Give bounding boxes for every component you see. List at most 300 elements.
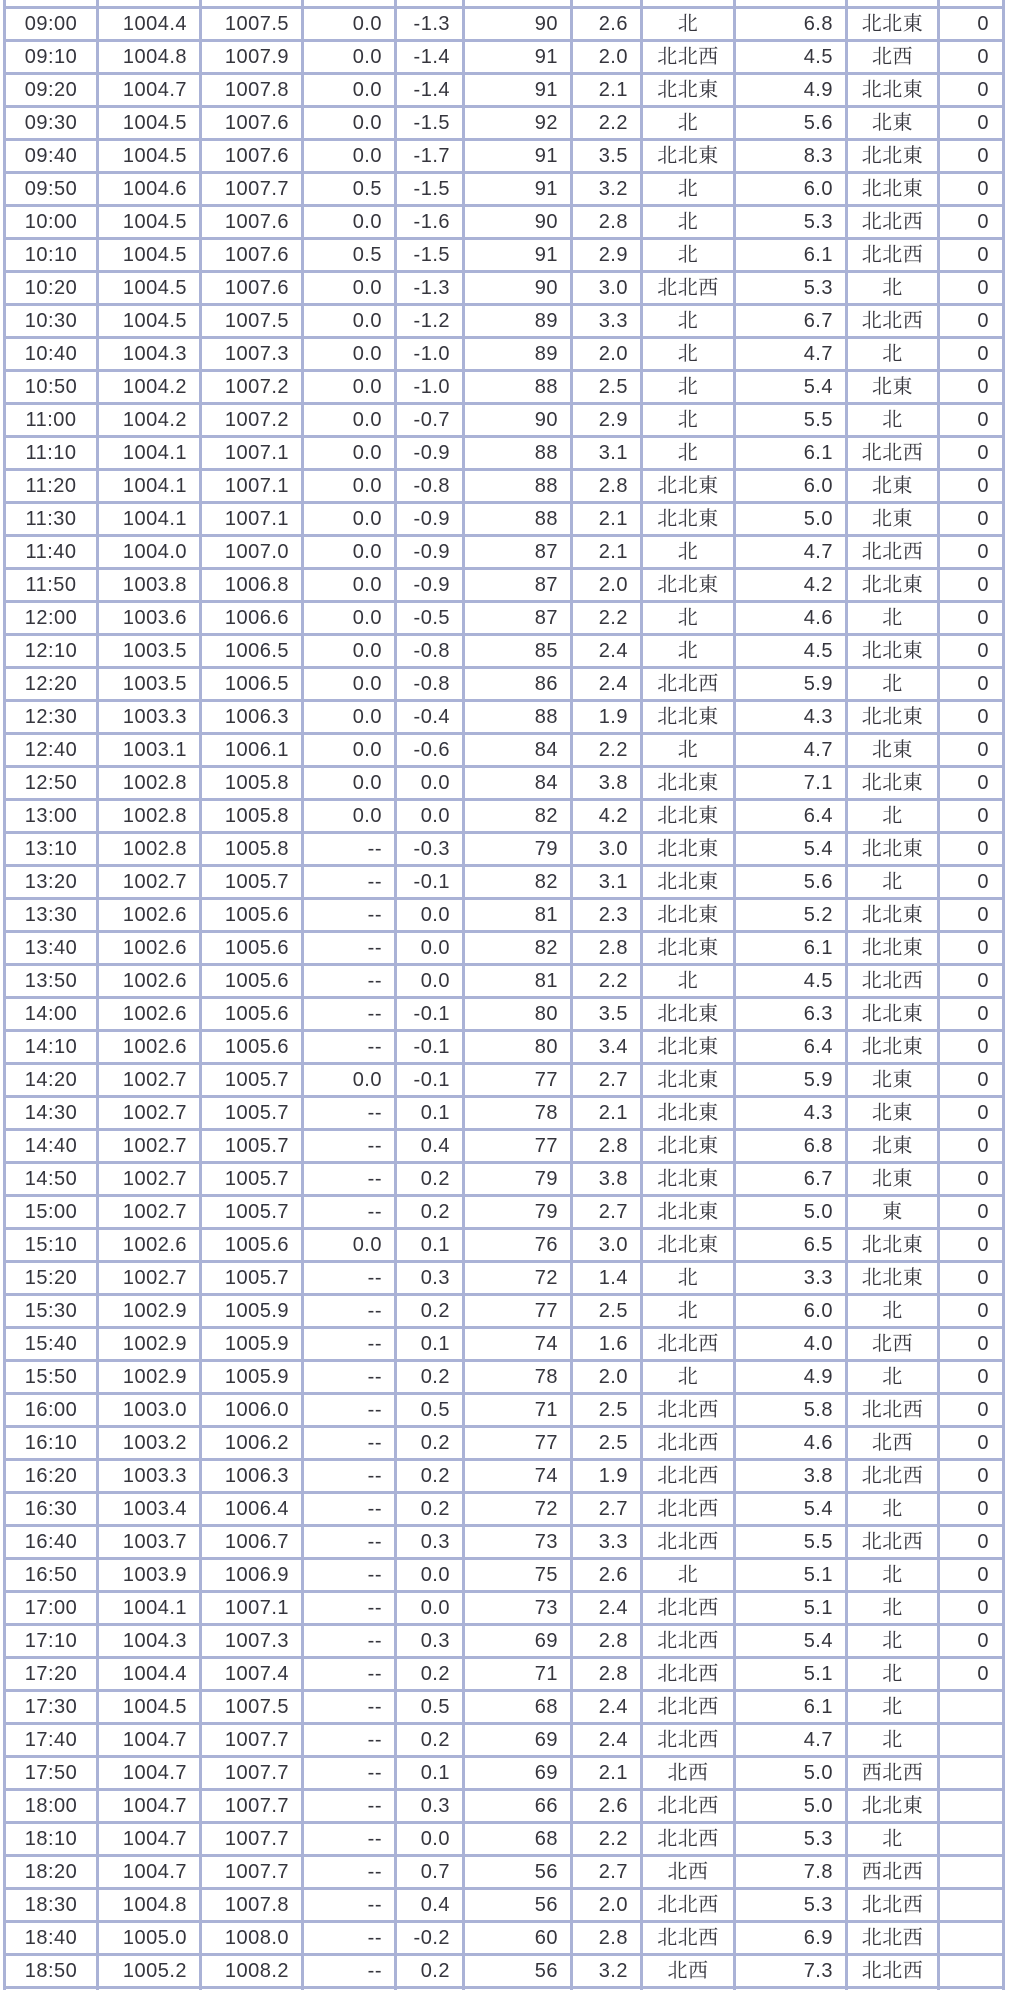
table-row [6, 933, 1002, 963]
table-cell: 1002.6 [99, 933, 199, 963]
table-cell: -0.9 [397, 570, 462, 600]
table-row [6, 1725, 1002, 1755]
table-cell: 16:10 [6, 1428, 96, 1458]
table-cell: 3.5 [573, 141, 640, 171]
table-cell [848, 0, 937, 6]
table-cell: 1007.0 [202, 537, 301, 567]
table-cell: 1.4 [573, 1263, 640, 1293]
table-cell: 11:20 [6, 471, 96, 501]
table-cell: 2.1 [573, 1758, 640, 1788]
table-cell: 13:50 [6, 966, 96, 996]
table-cell: -- [304, 1395, 394, 1425]
table-cell: 0.0 [304, 471, 394, 501]
table-cell: 東 [848, 1197, 937, 1227]
table-cell: 0.0 [397, 966, 462, 996]
table-cell: 1006.2 [202, 1428, 301, 1458]
table-row [6, 1428, 1002, 1458]
table-cell: 北北西 [643, 1428, 733, 1458]
table-cell: 09:00 [6, 9, 96, 39]
table-cell: 69 [465, 1758, 570, 1788]
table-cell: 5.3 [736, 1824, 845, 1854]
table-cell: 72 [465, 1494, 570, 1524]
table-cell: 0.3 [397, 1263, 462, 1293]
table-cell: 18:10 [6, 1824, 96, 1854]
table-cell: 北北西 [643, 1659, 733, 1689]
table-row [6, 207, 1002, 237]
table-cell: 2.6 [573, 1791, 640, 1821]
table-cell: 7.8 [736, 1857, 845, 1887]
table-row [6, 1131, 1002, 1161]
table-cell: 北 [643, 1263, 733, 1293]
table-cell [940, 1890, 1002, 1920]
table-cell: 北 [848, 405, 937, 435]
table-cell: -- [304, 933, 394, 963]
table-cell: 0 [940, 999, 1002, 1029]
table-cell: 17:40 [6, 1725, 96, 1755]
table-cell: 1002.9 [99, 1296, 199, 1326]
table-cell: 0.2 [397, 1956, 462, 1986]
table-cell: 0 [940, 768, 1002, 798]
table-cell: 1008.0 [202, 1923, 301, 1953]
table-cell: 71 [465, 1659, 570, 1689]
table-cell: 北北西 [848, 537, 937, 567]
table-cell: 1003.4 [99, 1494, 199, 1524]
table-cell: 0 [940, 801, 1002, 831]
table-cell: 12:40 [6, 735, 96, 765]
table-cell [940, 1791, 1002, 1821]
table-cell: 5.5 [736, 1527, 845, 1557]
table-row [6, 636, 1002, 666]
table-cell: 80 [465, 999, 570, 1029]
table-row [6, 108, 1002, 138]
table-cell: 17:20 [6, 1659, 96, 1689]
table-cell: 15:50 [6, 1362, 96, 1392]
table-cell: 1005.6 [202, 933, 301, 963]
table-cell: 北 [848, 1824, 937, 1854]
table-cell: 1007.6 [202, 108, 301, 138]
table-row [6, 438, 1002, 468]
table-cell [643, 0, 733, 6]
table-cell: 1005.7 [202, 1098, 301, 1128]
table-cell: 56 [465, 1956, 570, 1986]
table-cell: 11:00 [6, 405, 96, 435]
table-cell: 84 [465, 768, 570, 798]
table-cell: 2.0 [573, 1890, 640, 1920]
table-cell: 1005.6 [202, 900, 301, 930]
table-row [6, 999, 1002, 1029]
table-row [6, 1098, 1002, 1128]
table-cell: 北北東 [848, 636, 937, 666]
table-cell: 75 [465, 1560, 570, 1590]
table-cell: 10:50 [6, 372, 96, 402]
table-cell: 1002.7 [99, 867, 199, 897]
table-cell: 1007.7 [202, 1857, 301, 1887]
table-cell: 2.0 [573, 1362, 640, 1392]
table-cell: 10:10 [6, 240, 96, 270]
table-cell: 6.0 [736, 1296, 845, 1326]
table-cell: 0.2 [397, 1659, 462, 1689]
table-cell: 0.0 [304, 207, 394, 237]
table-cell: 北北東 [643, 801, 733, 831]
table-cell: 1004.8 [99, 42, 199, 72]
table-cell: 北西 [848, 42, 937, 72]
table-row [6, 9, 1002, 39]
table-cell: 15:20 [6, 1263, 96, 1293]
table-cell: 1007.1 [202, 438, 301, 468]
table-row [6, 1824, 1002, 1854]
table-cell: 0 [940, 570, 1002, 600]
table-cell: 北西 [643, 1758, 733, 1788]
table-cell: 6.8 [736, 9, 845, 39]
table-cell: 1005.6 [202, 1230, 301, 1260]
table-cell: 0.0 [304, 702, 394, 732]
table-cell: 18:30 [6, 1890, 96, 1920]
table-cell: 68 [465, 1824, 570, 1854]
table-cell: -- [304, 1593, 394, 1623]
table-cell: 北東 [848, 1098, 937, 1128]
table-cell: 2.8 [573, 471, 640, 501]
table-cell: 2.8 [573, 207, 640, 237]
table-cell [99, 0, 199, 6]
table-cell: 北北西 [848, 240, 937, 270]
table-cell: 2.8 [573, 933, 640, 963]
table-cell [736, 0, 845, 6]
table-cell: 18:40 [6, 1923, 96, 1953]
table-cell: 15:30 [6, 1296, 96, 1326]
table-cell: 0.1 [397, 1230, 462, 1260]
table-cell: 北北西 [643, 1527, 733, 1557]
table-row [6, 42, 1002, 72]
table-row [6, 1890, 1002, 1920]
table-cell: 1004.3 [99, 1626, 199, 1656]
table-cell: 14:40 [6, 1131, 96, 1161]
table-cell: 0 [940, 1395, 1002, 1425]
table-cell: 79 [465, 1164, 570, 1194]
table-row [6, 537, 1002, 567]
table-cell: 18:20 [6, 1857, 96, 1887]
table-cell: 北北東 [848, 900, 937, 930]
table-cell: 91 [465, 141, 570, 171]
table-cell: 1003.5 [99, 636, 199, 666]
table-cell: 北西 [848, 1428, 937, 1458]
table-cell [940, 1824, 1002, 1854]
table-cell: 北北西 [643, 1725, 733, 1755]
table-cell: 71 [465, 1395, 570, 1425]
table-cell: 79 [465, 1197, 570, 1227]
table-cell: 1007.7 [202, 1725, 301, 1755]
table-cell: 1007.7 [202, 1758, 301, 1788]
table-cell: 5.3 [736, 1890, 845, 1920]
table-cell: 北北東 [643, 1098, 733, 1128]
table-cell: 68 [465, 1692, 570, 1722]
table-row [6, 1230, 1002, 1260]
table-cell: 2.7 [573, 1065, 640, 1095]
table-cell: 1004.1 [99, 471, 199, 501]
table-cell: 0.0 [304, 636, 394, 666]
table-cell: -0.2 [397, 1923, 462, 1953]
table-cell: 2.8 [573, 1626, 640, 1656]
table-row [6, 1461, 1002, 1491]
table-cell: 0 [940, 108, 1002, 138]
table-cell: 2.5 [573, 1395, 640, 1425]
table-cell: 1002.6 [99, 900, 199, 930]
table-cell: -0.1 [397, 999, 462, 1029]
table-cell: 0 [940, 669, 1002, 699]
table-row [6, 1032, 1002, 1062]
table-cell: 82 [465, 933, 570, 963]
table-cell: 0 [940, 438, 1002, 468]
table-cell: 1007.1 [202, 504, 301, 534]
table-row [6, 471, 1002, 501]
table-cell: 北 [848, 1659, 937, 1689]
table-cell: 10:40 [6, 339, 96, 369]
table-cell: 1002.6 [99, 1230, 199, 1260]
table-cell: 0 [940, 471, 1002, 501]
table-cell [202, 0, 301, 6]
table-cell: 北北西 [643, 1329, 733, 1359]
table-cell: 5.1 [736, 1593, 845, 1623]
table-cell: 0.0 [397, 768, 462, 798]
table-cell: 0.0 [397, 933, 462, 963]
table-cell: 北北東 [643, 1065, 733, 1095]
table-cell: 6.1 [736, 1692, 845, 1722]
table-cell: 1004.5 [99, 240, 199, 270]
table-cell: 1003.5 [99, 669, 199, 699]
table-cell: 0 [940, 1296, 1002, 1326]
table-cell: 北北東 [848, 768, 937, 798]
table-cell: 1002.7 [99, 1164, 199, 1194]
table-cell: 1007.8 [202, 1890, 301, 1920]
table-cell: 69 [465, 1626, 570, 1656]
table-cell: -- [304, 834, 394, 864]
table-cell: 1002.6 [99, 966, 199, 996]
table-row [6, 1395, 1002, 1425]
table-cell: 北東 [848, 1164, 937, 1194]
table-cell: 0.0 [304, 735, 394, 765]
table-cell: 3.8 [573, 1164, 640, 1194]
table-cell: 1006.7 [202, 1527, 301, 1557]
table-cell: 1005.9 [202, 1329, 301, 1359]
table-cell: 0 [940, 1362, 1002, 1392]
table-cell: 1005.7 [202, 1065, 301, 1095]
table-cell: 81 [465, 900, 570, 930]
table-row [6, 306, 1002, 336]
table-cell: 北 [848, 1725, 937, 1755]
table-cell: 3.8 [573, 768, 640, 798]
table-cell: -- [304, 966, 394, 996]
table-cell: 北北東 [643, 471, 733, 501]
table-cell: 北北東 [643, 702, 733, 732]
table-row [6, 1758, 1002, 1788]
table-cell: -- [304, 1461, 394, 1491]
table-cell: 1007.9 [202, 42, 301, 72]
table-cell: 0 [940, 207, 1002, 237]
table-row [6, 702, 1002, 732]
table-row [6, 1923, 1002, 1953]
table-cell: 1007.2 [202, 372, 301, 402]
table-cell: 0 [940, 273, 1002, 303]
table-cell: 1002.7 [99, 1263, 199, 1293]
table-cell: 北北東 [643, 1131, 733, 1161]
table-cell: 88 [465, 702, 570, 732]
table-cell: 09:40 [6, 141, 96, 171]
table-cell: 北 [848, 1494, 937, 1524]
table-cell: 10:30 [6, 306, 96, 336]
table-cell: 0 [940, 1593, 1002, 1623]
table-cell: 0 [940, 1527, 1002, 1557]
table-cell: 0 [940, 1626, 1002, 1656]
table-cell: 1002.9 [99, 1329, 199, 1359]
table-cell: 0.0 [304, 603, 394, 633]
table-cell: 1.9 [573, 702, 640, 732]
table-cell: 北 [643, 438, 733, 468]
table-cell: 2.7 [573, 1857, 640, 1887]
table-cell: 18:00 [6, 1791, 96, 1821]
table-cell: 4.2 [573, 801, 640, 831]
table-cell: 4.0 [736, 1329, 845, 1359]
table-cell: 88 [465, 504, 570, 534]
table-cell: 北 [643, 966, 733, 996]
table-cell: 1004.7 [99, 1758, 199, 1788]
table-cell: -- [304, 1296, 394, 1326]
table-cell: 0 [940, 1560, 1002, 1590]
table-cell: 北 [643, 603, 733, 633]
table-cell: 北北西 [643, 1791, 733, 1821]
table-cell: 2.2 [573, 108, 640, 138]
table-cell: -- [304, 1692, 394, 1722]
table-cell: 0.0 [304, 1065, 394, 1095]
table-cell: 北 [848, 1560, 937, 1590]
ten-minute-observation-table [3, 0, 1005, 1990]
table-row [6, 570, 1002, 600]
table-cell: 91 [465, 75, 570, 105]
table-cell: 89 [465, 306, 570, 336]
table-cell: 北北東 [643, 1164, 733, 1194]
table-row [6, 273, 1002, 303]
table-row [6, 834, 1002, 864]
table-cell: 0.5 [397, 1395, 462, 1425]
table-cell: 1007.7 [202, 1791, 301, 1821]
table-cell: -- [304, 1857, 394, 1887]
table-cell: 0 [940, 537, 1002, 567]
table-cell: 16:30 [6, 1494, 96, 1524]
table-cell: 1002.6 [99, 1032, 199, 1062]
table-cell: 5.4 [736, 1626, 845, 1656]
table-row [6, 1164, 1002, 1194]
table-cell: 16:00 [6, 1395, 96, 1425]
table-row [6, 900, 1002, 930]
table-cell: -- [304, 1032, 394, 1062]
table-cell: 5.4 [736, 372, 845, 402]
table-cell [304, 0, 394, 6]
table-cell: 2.9 [573, 405, 640, 435]
table-cell: 1007.6 [202, 240, 301, 270]
table-cell: 1006.3 [202, 702, 301, 732]
table-cell: 0.0 [304, 273, 394, 303]
table-cell: 2.4 [573, 1725, 640, 1755]
table-cell: 2.5 [573, 372, 640, 402]
table-cell: 6.0 [736, 471, 845, 501]
table-cell: 0.1 [397, 1098, 462, 1128]
table-cell: 0.0 [304, 339, 394, 369]
table-cell: 15:00 [6, 1197, 96, 1227]
table-cell: 1007.5 [202, 1692, 301, 1722]
table-cell: 1002.7 [99, 1065, 199, 1095]
table-cell: -- [304, 1098, 394, 1128]
table-cell: 0.0 [304, 306, 394, 336]
table-cell: 0.5 [397, 1692, 462, 1722]
table-cell: 1005.6 [202, 966, 301, 996]
table-cell: 1003.3 [99, 1461, 199, 1491]
table-cell: 1007.8 [202, 75, 301, 105]
table-cell: 3.5 [573, 999, 640, 1029]
table-cell: 1004.1 [99, 1593, 199, 1623]
table-cell: 北東 [848, 1065, 937, 1095]
table-cell: 北北東 [643, 141, 733, 171]
table-cell: 15:10 [6, 1230, 96, 1260]
table-cell: 0 [940, 636, 1002, 666]
table-cell: 北 [848, 1692, 937, 1722]
table-cell: 8.3 [736, 141, 845, 171]
table-cell: 0.2 [397, 1725, 462, 1755]
table-cell: 0.0 [304, 75, 394, 105]
table-cell: 77 [465, 1296, 570, 1326]
table-cell: 13:10 [6, 834, 96, 864]
table-cell: 0 [940, 504, 1002, 534]
table-cell: 13:00 [6, 801, 96, 831]
table-cell: 2.1 [573, 1098, 640, 1128]
table-cell: 16:50 [6, 1560, 96, 1590]
table-cell: -- [304, 1131, 394, 1161]
table-cell: 6.8 [736, 1131, 845, 1161]
table-cell: -- [304, 1791, 394, 1821]
table-cell: 13:20 [6, 867, 96, 897]
table-cell: -0.1 [397, 1032, 462, 1062]
table-cell: 78 [465, 1362, 570, 1392]
table-cell: 0.4 [397, 1890, 462, 1920]
table-cell: 17:30 [6, 1692, 96, 1722]
table-cell: 4.2 [736, 570, 845, 600]
table-cell: 0.0 [397, 1560, 462, 1590]
table-cell: 北北西 [848, 1890, 937, 1920]
table-cell: 87 [465, 570, 570, 600]
table-cell: 2.0 [573, 570, 640, 600]
table-cell: -- [304, 1956, 394, 1986]
table-cell: 73 [465, 1527, 570, 1557]
table-row [6, 1296, 1002, 1326]
table-cell: 北北東 [848, 702, 937, 732]
table-cell: 0.3 [397, 1527, 462, 1557]
table-cell: -0.9 [397, 504, 462, 534]
table-cell: 12:00 [6, 603, 96, 633]
table-cell: 1006.8 [202, 570, 301, 600]
table-cell: 北北東 [643, 75, 733, 105]
table-cell: 1004.5 [99, 108, 199, 138]
table-cell: 91 [465, 174, 570, 204]
table-cell: 1003.7 [99, 1527, 199, 1557]
table-cell: 北 [643, 372, 733, 402]
table-cell: 0.2 [397, 1296, 462, 1326]
table-cell: 0.0 [304, 669, 394, 699]
table-cell: -1.0 [397, 372, 462, 402]
table-cell: 1007.1 [202, 471, 301, 501]
table-cell: 2.9 [573, 240, 640, 270]
table-cell: 北北西 [643, 1824, 733, 1854]
table-cell: 90 [465, 207, 570, 237]
table-cell: 81 [465, 966, 570, 996]
table-cell: 73 [465, 1593, 570, 1623]
table-cell: 北北西 [643, 1692, 733, 1722]
